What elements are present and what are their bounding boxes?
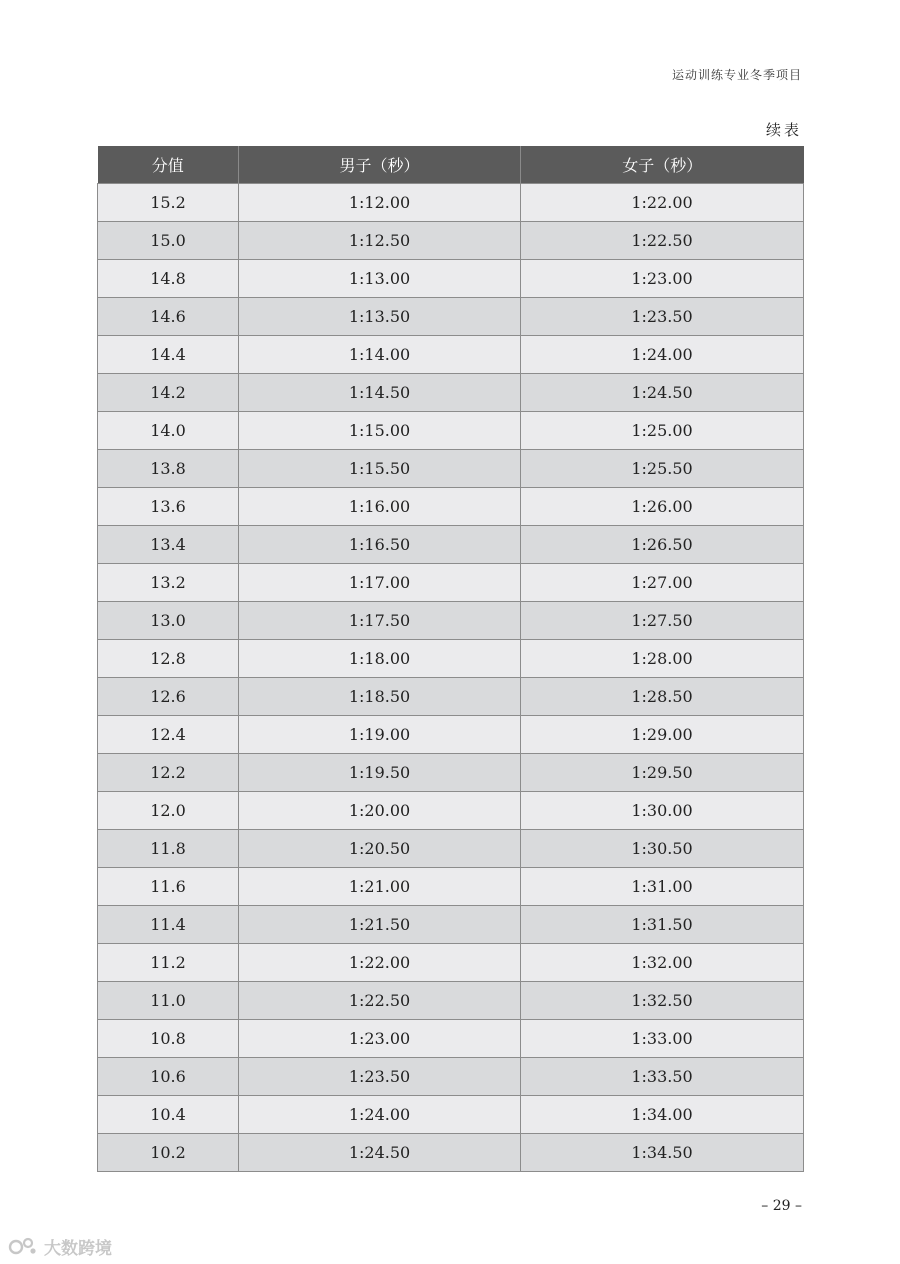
table-row	[98, 602, 804, 640]
table-header	[98, 146, 804, 184]
score-table	[97, 146, 804, 1172]
score-cell: 10.6	[98, 1058, 239, 1096]
men-time-cell: 1:15.00	[239, 412, 521, 450]
score-cell: 12.6	[98, 678, 239, 716]
men-time-cell: 1:24.00	[239, 1096, 521, 1134]
score-cell: 12.8	[98, 640, 239, 678]
men-time-cell: 1:16.00	[239, 488, 521, 526]
women-time-cell: 1:25.00	[521, 412, 804, 450]
men-time-cell: 1:20.50	[239, 830, 521, 868]
men-time-cell: 1:21.00	[239, 868, 521, 906]
women-time-cell: 1:22.50	[521, 222, 804, 260]
watermark-text: 大数跨境	[44, 1239, 112, 1259]
women-time-cell: 1:32.00	[521, 944, 804, 982]
table-row	[98, 222, 804, 260]
score-cell: 11.4	[98, 906, 239, 944]
men-time-cell: 1:13.50	[239, 298, 521, 336]
running-head-title: 运动训练专业冬季项目	[671, 68, 802, 82]
watermark	[8, 1234, 112, 1259]
table-row	[98, 716, 804, 754]
women-time-cell: 1:26.00	[521, 488, 804, 526]
table-row	[98, 526, 804, 564]
women-time-cell: 1:32.50	[521, 982, 804, 1020]
score-cell: 15.2	[98, 184, 239, 222]
women-time-cell: 1:30.00	[521, 792, 804, 830]
women-time-cell: 1:27.00	[521, 564, 804, 602]
women-time-cell: 1:27.50	[521, 602, 804, 640]
table-row	[98, 1096, 804, 1134]
table-row	[98, 450, 804, 488]
women-time-cell: 1:23.50	[521, 298, 804, 336]
score-cell: 12.0	[98, 792, 239, 830]
table-row	[98, 336, 804, 374]
score-cell: 14.6	[98, 298, 239, 336]
table-row	[98, 298, 804, 336]
men-time-cell: 1:19.00	[239, 716, 521, 754]
table-row	[98, 260, 804, 298]
table-row	[98, 1058, 804, 1096]
men-time-cell: 1:22.50	[239, 982, 521, 1020]
men-time-cell: 1:17.50	[239, 602, 521, 640]
table-row	[98, 792, 804, 830]
score-cell: 10.2	[98, 1134, 239, 1172]
score-cell: 14.4	[98, 336, 239, 374]
men-time-cell: 1:24.50	[239, 1134, 521, 1172]
table-row	[98, 982, 804, 1020]
score-cell: 11.2	[98, 944, 239, 982]
men-time-cell: 1:13.00	[239, 260, 521, 298]
page-number: – 29 –	[761, 1198, 802, 1214]
column-header-men: 男子（秒）	[239, 146, 521, 184]
men-time-cell: 1:21.50	[239, 906, 521, 944]
women-time-cell: 1:29.50	[521, 754, 804, 792]
men-time-cell: 1:12.50	[239, 222, 521, 260]
score-cell: 15.0	[98, 222, 239, 260]
women-time-cell: 1:31.00	[521, 868, 804, 906]
women-time-cell: 1:24.50	[521, 374, 804, 412]
table-row	[98, 1134, 804, 1172]
women-time-cell: 1:23.00	[521, 260, 804, 298]
table-row	[98, 184, 804, 222]
women-time-cell: 1:34.00	[521, 1096, 804, 1134]
table-row	[98, 906, 804, 944]
score-cell: 14.0	[98, 412, 239, 450]
men-time-cell: 1:22.00	[239, 944, 521, 982]
score-cell: 10.4	[98, 1096, 239, 1134]
men-time-cell: 1:19.50	[239, 754, 521, 792]
table-body	[98, 184, 804, 1172]
score-cell: 13.6	[98, 488, 239, 526]
women-time-cell: 1:26.50	[521, 526, 804, 564]
score-cell: 14.8	[98, 260, 239, 298]
men-time-cell: 1:18.50	[239, 678, 521, 716]
table-row	[98, 374, 804, 412]
women-time-cell: 1:33.50	[521, 1058, 804, 1096]
men-time-cell: 1:14.00	[239, 336, 521, 374]
table-row	[98, 830, 804, 868]
table-row	[98, 678, 804, 716]
score-cell: 12.4	[98, 716, 239, 754]
women-time-cell: 1:24.00	[521, 336, 804, 374]
score-cell: 14.2	[98, 374, 239, 412]
score-cell: 11.0	[98, 982, 239, 1020]
table-header-row	[98, 146, 804, 184]
score-cell: 11.6	[98, 868, 239, 906]
continued-label: 续表	[765, 121, 802, 139]
score-cell: 13.2	[98, 564, 239, 602]
men-time-cell: 1:23.50	[239, 1058, 521, 1096]
score-cell: 13.4	[98, 526, 239, 564]
women-time-cell: 1:33.00	[521, 1020, 804, 1058]
score-cell: 12.2	[98, 754, 239, 792]
men-time-cell: 1:15.50	[239, 450, 521, 488]
women-time-cell: 1:28.00	[521, 640, 804, 678]
women-time-cell: 1:30.50	[521, 830, 804, 868]
men-time-cell: 1:23.00	[239, 1020, 521, 1058]
score-cell: 13.0	[98, 602, 239, 640]
men-time-cell: 1:14.50	[239, 374, 521, 412]
score-cell: 11.8	[98, 830, 239, 868]
score-cell: 10.8	[98, 1020, 239, 1058]
women-time-cell: 1:29.00	[521, 716, 804, 754]
table-row	[98, 640, 804, 678]
column-header-women: 女子（秒）	[521, 146, 804, 184]
men-time-cell: 1:17.00	[239, 564, 521, 602]
score-cell: 13.8	[98, 450, 239, 488]
table-row	[98, 1020, 804, 1058]
women-time-cell: 1:34.50	[521, 1134, 804, 1172]
men-time-cell: 1:16.50	[239, 526, 521, 564]
table-row	[98, 412, 804, 450]
table-row	[98, 754, 804, 792]
table-row	[98, 944, 804, 982]
women-time-cell: 1:31.50	[521, 906, 804, 944]
men-time-cell: 1:20.00	[239, 792, 521, 830]
women-time-cell: 1:25.50	[521, 450, 804, 488]
women-time-cell: 1:22.00	[521, 184, 804, 222]
brand-logo-icon	[8, 1236, 38, 1258]
table-row	[98, 868, 804, 906]
table-row	[98, 488, 804, 526]
men-time-cell: 1:12.00	[239, 184, 521, 222]
men-time-cell: 1:18.00	[239, 640, 521, 678]
column-header-score: 分值	[98, 146, 239, 184]
table-row	[98, 564, 804, 602]
women-time-cell: 1:28.50	[521, 678, 804, 716]
